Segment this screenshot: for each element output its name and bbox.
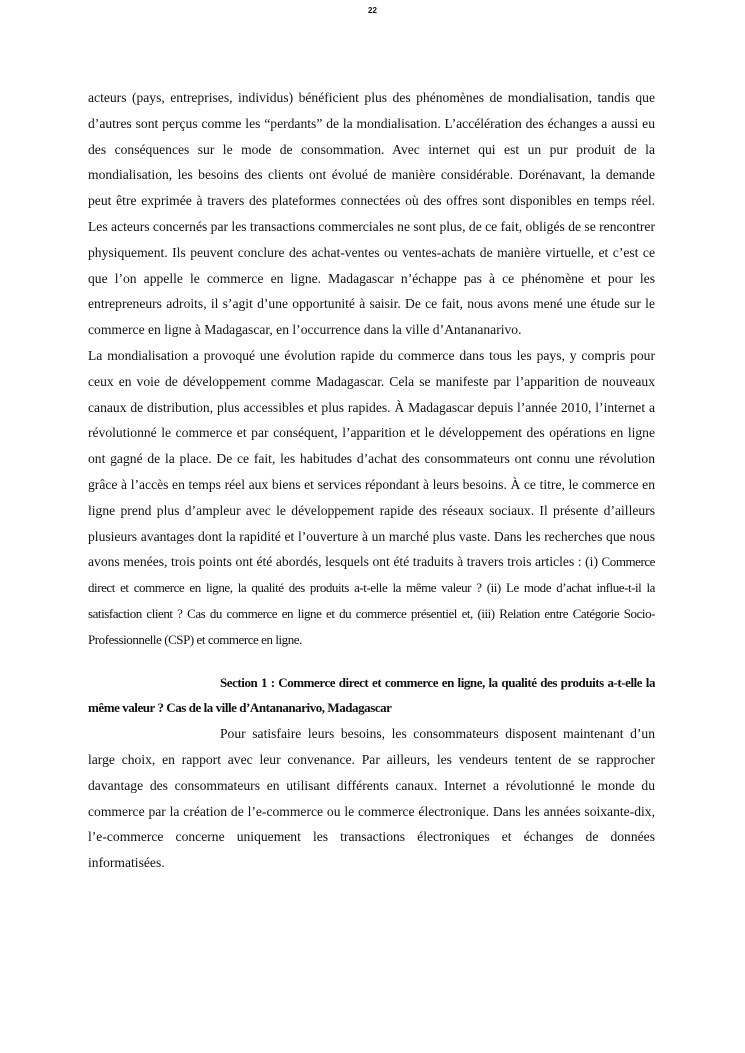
section-title: Section 1 : Commerce direct et commerce en ligne, la qualité des produits a-t-elle la même valeur ? Cas de la ville d’Antananarivo, Madagascar xyxy=(88,674,655,716)
page-number: 22 xyxy=(368,6,377,15)
paragraph-globalization-actors: acteurs (pays, entreprises, individus) bénéficient plus des phénomènes de mondialisation, tandis que d’autres sont perçus comme les “perdants” de la mondialisation. L’accélération des échanges a aussi eu des conséquences sur le mode de consommation. Avec internet qui est un pur produit de la mondialisation, les besoins des clients ont évolué de manière considérable. Dorénavant, la demande peut être exprimée à travers des plateformes connectées où des offres sont disponibles en temps réel. Les acteurs concernés par les transactions commerciales ne sont plus, de ce fait, obligés de se rencontrer physiquement. Ils peuvent conclure des achat-ventes ou ventes-achats de manière virtuelle, et c’est ce que l’on appelle le commerce en ligne. Madagascar n’échappe pas à ce phénomène et pour les entrepreneurs adroits, il s’agit d’une opportunité à saisir. De ce fait, nous avons mené une étude sur le commerce en ligne à Madagascar, en l’occurrence dans la ville d’Antananarivo. xyxy=(88,90,655,338)
paragraph-commerce-evolution xyxy=(88,343,655,653)
paragraph-articles-list: Commerce direct et commerce en ligne, la qualité des produits a-t-elle la même valeur ? (ii) Le mode d’achat influe-t-il la satisfaction client ? Cas du commerce en ligne et du commerce présentiel et, (iii) Relation entre Catégorie Socio-Professionnelle (CSP) et commerce en ligne. xyxy=(88,554,655,647)
paragraph-consumer-choice: Pour satisfaire leurs besoins, les consommateurs disposent maintenant d’un large choix, en rapport avec leur convenance. Par ailleurs, les vendeurs tentent de se rapprocher davantage des consommateurs en utilisant différents canaux. Internet a révolutionné le monde du commerce par la création de l’e-commerce ou le commerce électronique. Dans les années soixante-dix, l’e-commerce concerne uniquement les transactions électroniques et échanges de données informatisées. xyxy=(88,726,655,871)
document-body xyxy=(88,85,655,876)
paragraph-commerce-evolution-main: La mondialisation a provoqué une évolution rapide du commerce dans tous les pays, y compris pour ceux en voie de développement comme Madagascar. Cela se manifeste par l’apparition de nouveaux canaux de distribution, plus accessibles et plus rapides. À Madagascar depuis l’année 2010, l’internet a révolutionné le commerce et par conséquent, l’apparition et le développement des opérations en ligne ont gagné de la place. De ce fait, les habitudes d’achat des consommateurs ont connu une révolution grâce à l’accès en temps réel aux biens et services répondant à leurs besoins. À ce titre, le commerce en ligne prend plus d’ampleur avec le développement rapide des réseaux sociaux. Il présente d’ailleurs plusieurs avantages dont la rapidité et l’ouverture à un marché plus vaste. Dans les recherches que nous avons menées, trois points ont été abordés, lesquels ont été traduits à travers trois articles : (i) xyxy=(88,347,655,570)
